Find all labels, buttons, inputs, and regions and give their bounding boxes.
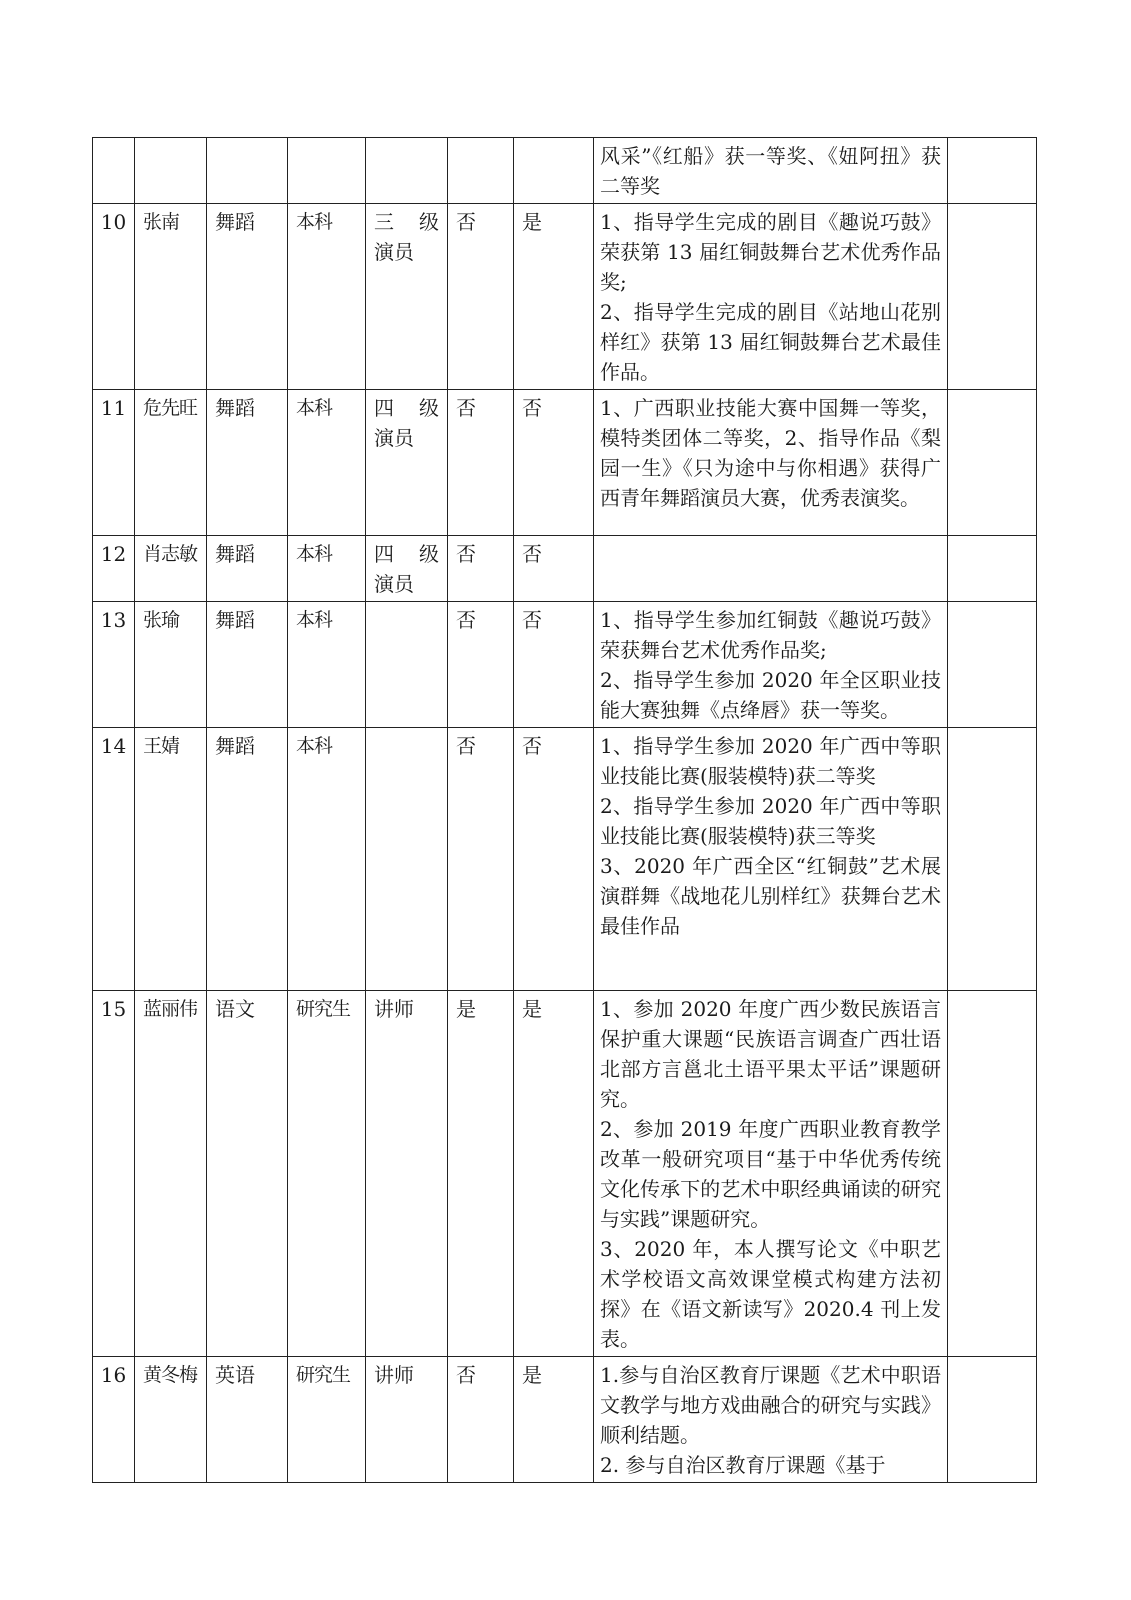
table-row: [93, 390, 1037, 536]
status-cell-b: 是: [514, 991, 594, 1357]
achievements-cell: [594, 602, 948, 728]
subject-cell: 舞蹈: [207, 728, 288, 991]
achievement-item: 2、参加 2019 年度广西职业教育教学改革一般研究项目“基于中华优秀传统文化传承下的艺术中职经典诵读的研究与实践”课题研究。: [600, 1117, 941, 1231]
status-cell-b: 否: [514, 728, 594, 991]
remark-cell: [948, 536, 1037, 602]
teacher-name-cell: 张南: [135, 204, 207, 390]
achievement-item: 1.参与自治区教育厅课题《艺术中职语文教学与地方戏曲融合的研究与实践》顺利结题。: [600, 1363, 941, 1447]
teacher-name-cell: 危先旺: [135, 390, 207, 536]
title-cell: [366, 728, 448, 991]
subject-cell: 舞蹈: [207, 602, 288, 728]
table-row: [93, 138, 1037, 204]
title-cell: [366, 602, 448, 728]
title-cell: 三 级 演员: [366, 204, 448, 390]
achievements-cell: [594, 390, 948, 536]
title-cell: 四 级 演员: [366, 536, 448, 602]
teacher-name-cell: [135, 138, 207, 204]
row-number-cell: 14: [93, 728, 135, 991]
table-row: [93, 991, 1037, 1357]
status-cell-b: 是: [514, 204, 594, 390]
title-cell: 讲师: [366, 991, 448, 1357]
achievement-item: 3、2020 年广西全区“红铜鼓”艺术展演群舞《战地花儿别样红》获舞台艺术最佳作品: [600, 854, 941, 938]
achievements-cell: [594, 1357, 948, 1483]
achievement-item: 1、指导学生完成的剧目《趣说巧鼓》荣获第 13 届红铜鼓舞台艺术优秀作品奖;: [600, 210, 941, 294]
status-cell-a: 否: [448, 390, 514, 536]
achievement-item: 2. 参与自治区教育厅课题《基于: [600, 1453, 886, 1477]
teacher-name-cell: 蓝丽伟: [135, 991, 207, 1357]
status-cell-a: [448, 138, 514, 204]
title-cell: [366, 138, 448, 204]
document-page: [92, 137, 1036, 1483]
education-cell: [288, 138, 366, 204]
teacher-name-cell: 王婧: [135, 728, 207, 991]
remark-cell: [948, 138, 1037, 204]
title-cell: 四 级 演员: [366, 390, 448, 536]
row-number-cell: 15: [93, 991, 135, 1357]
status-cell-a: 否: [448, 602, 514, 728]
status-cell-b: 否: [514, 390, 594, 536]
education-cell: 本科: [288, 390, 366, 536]
status-cell-a: 是: [448, 991, 514, 1357]
education-cell: 研究生: [288, 1357, 366, 1483]
status-cell-b: [514, 138, 594, 204]
remark-cell: [948, 390, 1037, 536]
education-cell: 本科: [288, 536, 366, 602]
achievements-cell: [594, 991, 948, 1357]
achievement-item: 1、指导学生参加红铜鼓《趣说巧鼓》荣获舞台艺术优秀作品奖;: [600, 608, 941, 662]
remark-cell: [948, 991, 1037, 1357]
education-cell: 本科: [288, 602, 366, 728]
table-row: [93, 536, 1037, 602]
achievements-cell: [594, 204, 948, 390]
status-cell-b: 否: [514, 602, 594, 728]
row-number-cell: [93, 138, 135, 204]
subject-cell: 语文: [207, 991, 288, 1357]
subject-cell: 舞蹈: [207, 536, 288, 602]
achievement-item: 1、参加 2020 年度广西少数民族语言保护重大课题“民族语言调查广西壮语北部方言邕北土语平果太平话”课题研究。: [600, 997, 941, 1111]
status-cell-a: 否: [448, 536, 514, 602]
status-cell-a: 否: [448, 728, 514, 991]
remark-cell: [948, 204, 1037, 390]
achievement-item: 2、指导学生参加 2020 年全区职业技能大赛独舞《点绛唇》获一等奖。: [600, 668, 941, 722]
staff-table: [92, 137, 1037, 1483]
achievement-item: 2、指导学生完成的剧目《站地山花别样红》获第 13 届红铜鼓舞台艺术最佳作品。: [600, 300, 941, 384]
status-cell-a: 否: [448, 204, 514, 390]
row-number-cell: 12: [93, 536, 135, 602]
teacher-name-cell: 肖志敏: [135, 536, 207, 602]
achievements-cell: [594, 728, 948, 991]
title-cell: 讲师: [366, 1357, 448, 1483]
achievement-item: 1、指导学生参加 2020 年广西中等职业技能比赛(服装模特)获二等奖: [600, 734, 941, 788]
subject-cell: 英语: [207, 1357, 288, 1483]
subject-cell: 舞蹈: [207, 390, 288, 536]
education-cell: 本科: [288, 204, 366, 390]
row-number-cell: 11: [93, 390, 135, 536]
table-row: [93, 1357, 1037, 1483]
remark-cell: [948, 1357, 1037, 1483]
status-cell-b: 是: [514, 1357, 594, 1483]
status-cell-b: 否: [514, 536, 594, 602]
subject-cell: [207, 138, 288, 204]
education-cell: 本科: [288, 728, 366, 991]
achievement-item: 1、广西职业技能大赛中国舞一等奖，模特类团体二等奖，2、指导作品《梨园一生》《只为途中与你相遇》获得广西青年舞蹈演员大赛，优秀表演奖。: [600, 396, 941, 510]
achievement-item: 3、2020 年，本人撰写论文《中职艺术学校语文高效课堂模式构建方法初探》在《语文新读写》2020.4 刊上发表。: [600, 1237, 941, 1351]
subject-cell: 舞蹈: [207, 204, 288, 390]
achievements-cell: [594, 536, 948, 602]
achievements-cell: [594, 138, 948, 204]
row-number-cell: 16: [93, 1357, 135, 1483]
status-cell-a: 否: [448, 1357, 514, 1483]
education-cell: 研究生: [288, 991, 366, 1357]
remark-cell: [948, 602, 1037, 728]
achievement-item: 风采”《红船》获一等奖、《妞阿扭》获二等奖: [600, 144, 941, 198]
row-number-cell: 13: [93, 602, 135, 728]
table-row: [93, 728, 1037, 991]
table-row: [93, 602, 1037, 728]
row-number-cell: 10: [93, 204, 135, 390]
remark-cell: [948, 728, 1037, 991]
teacher-name-cell: 黄冬梅: [135, 1357, 207, 1483]
teacher-name-cell: 张瑜: [135, 602, 207, 728]
table-row: [93, 204, 1037, 390]
achievement-item: 2、指导学生参加 2020 年广西中等职业技能比赛(服装模特)获三等奖: [600, 794, 941, 848]
